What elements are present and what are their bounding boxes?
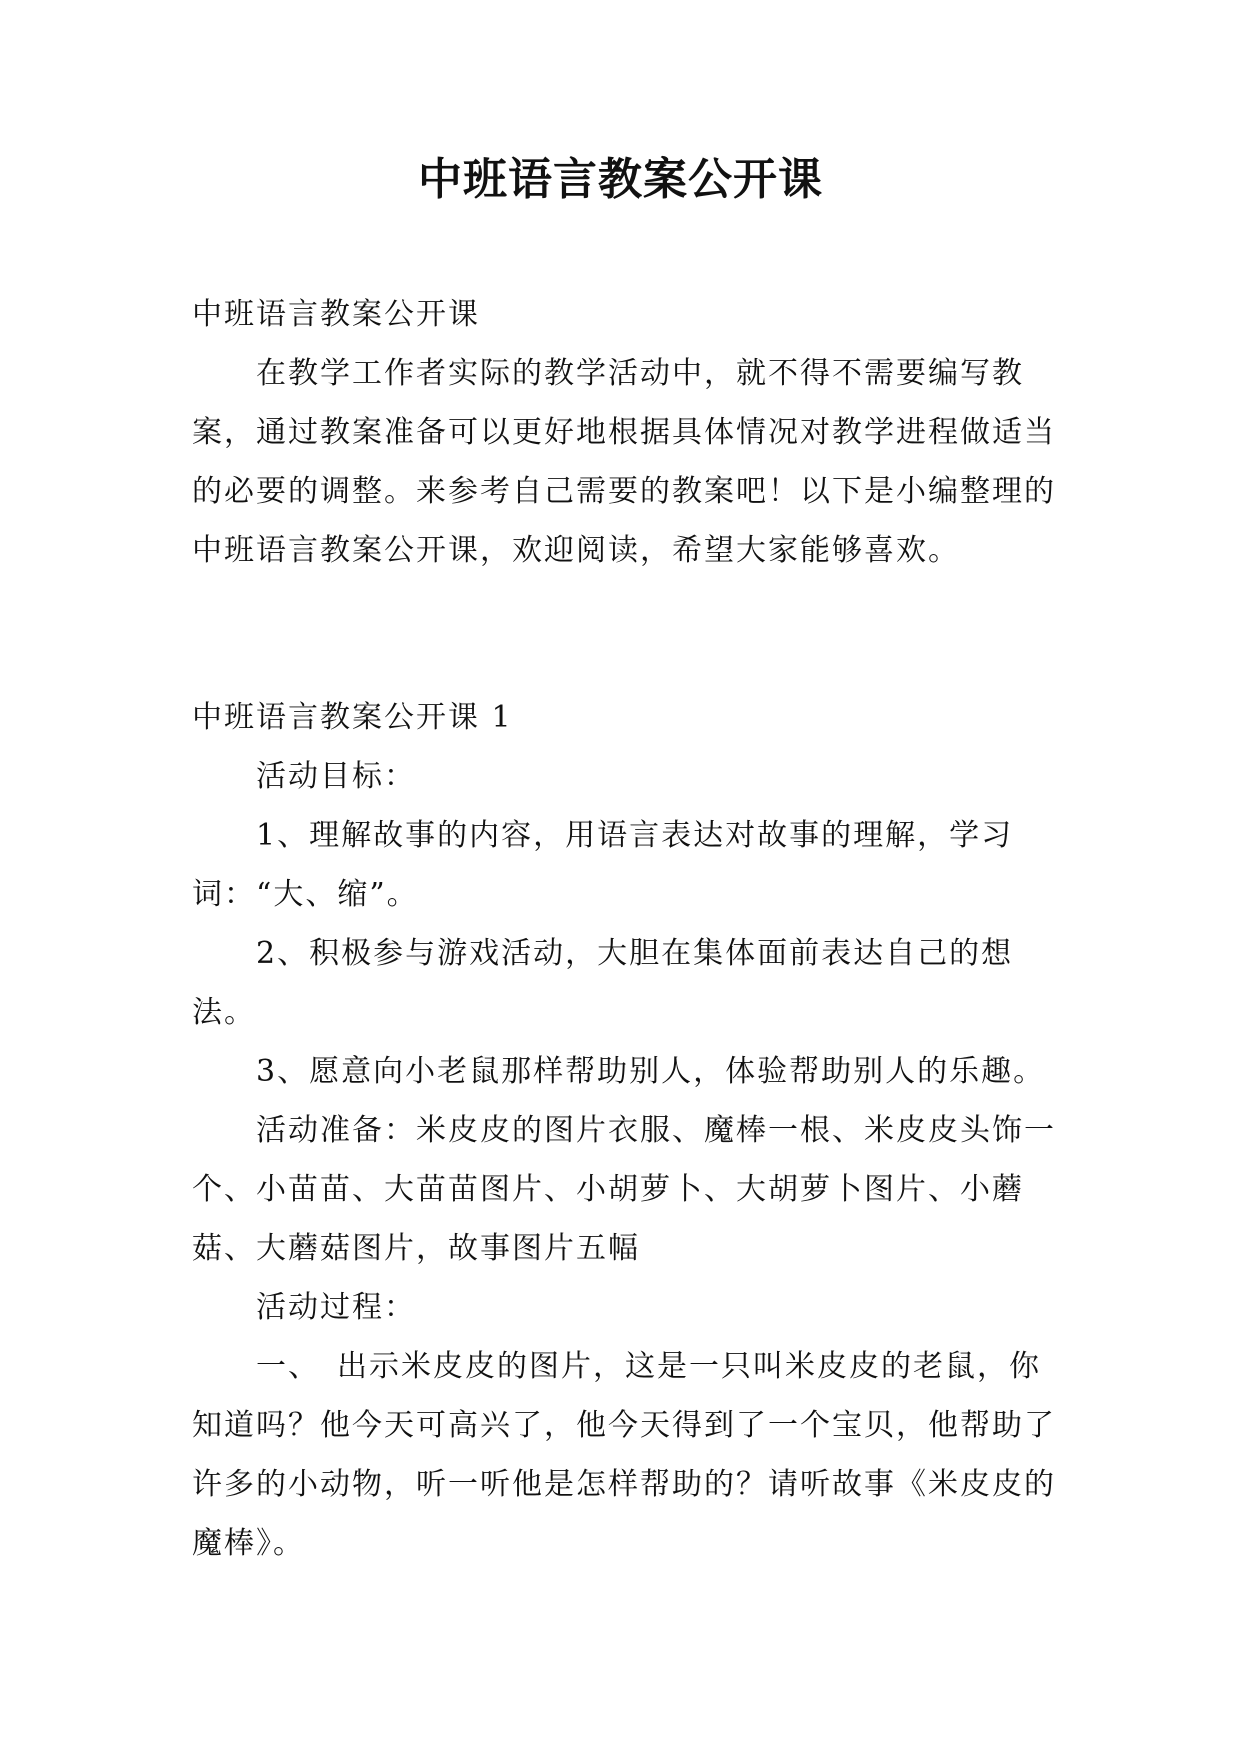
intro-block	[192, 285, 1064, 580]
intro-heading: 中班语言教案公开课	[192, 297, 480, 332]
process-label: 活动过程：	[256, 1290, 416, 1325]
goal-1: 1、理解故事的内容，用语言表达对故事的理解，学习词：“大、缩”。	[192, 818, 1014, 912]
goal-2: 2、积极参与游戏活动，大胆在集体面前表达自己的想法。	[192, 936, 1014, 1030]
section-1-heading: 中班语言教案公开课 1	[192, 700, 513, 735]
intro-paragraph: 在教学工作者实际的教学活动中，就不得不需要编写教案，通过教案准备可以更好地根据具体情况对教学进程做适当的必要的调整。来参考自己需要的教案吧！以下是小编整理的中班语言教案公开课，欢迎阅读，希望大家能够喜欢。	[192, 356, 1056, 568]
section-1-block	[192, 688, 1064, 1573]
process-step-1: 一、 出示米皮皮的图片，这是一只叫米皮皮的老鼠，你知道吗？他今天可高兴了，他今天得到了一个宝贝，他帮助了许多的小动物，听一听他是怎样帮助的？请听故事《米皮皮的魔棒》。	[192, 1349, 1056, 1561]
goal-3: 3、愿意向小老鼠那样帮助别人，体验帮助别人的乐趣。	[256, 1054, 1046, 1089]
document-title: 中班语言教案公开课	[418, 154, 823, 205]
goals-label: 活动目标：	[256, 759, 416, 794]
preparation-paragraph: 活动准备：米皮皮的图片衣服、魔棒一根、米皮皮头饰一个、小苗苗、大苗苗图片、小胡萝卜、大胡萝卜图片、小蘑菇、大蘑菇图片，故事图片五幅	[192, 1113, 1056, 1266]
